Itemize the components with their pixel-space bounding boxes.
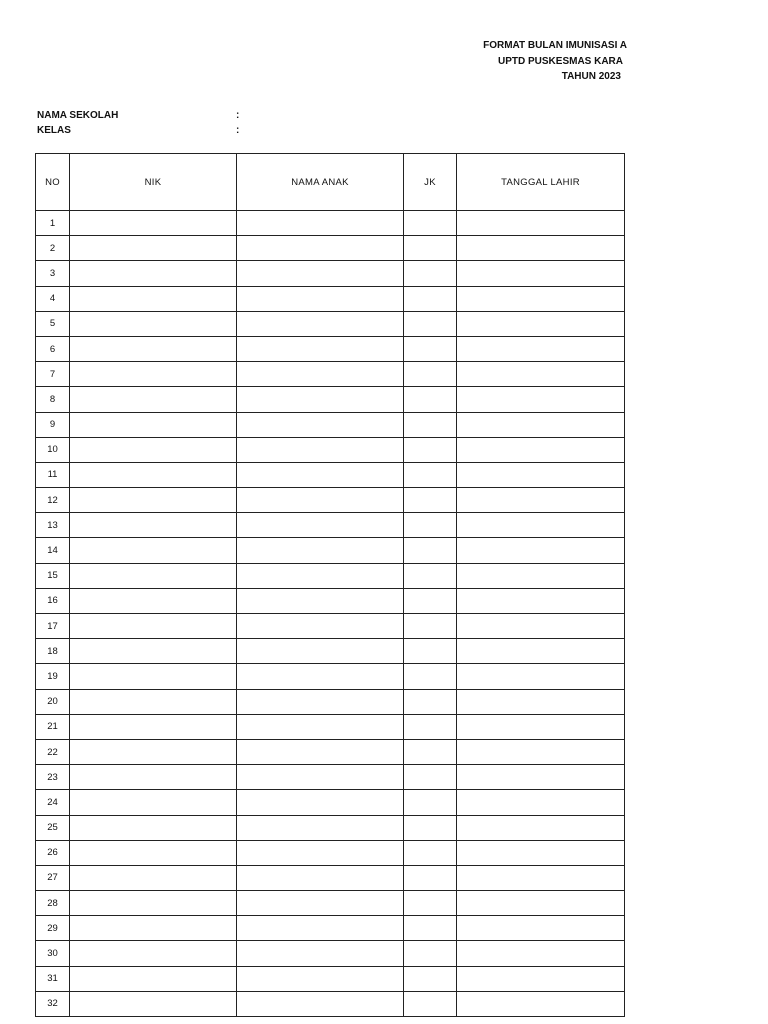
- cell-jk[interactable]: [404, 513, 457, 538]
- cell-nik[interactable]: [70, 639, 237, 664]
- cell-jk[interactable]: [404, 790, 457, 815]
- cell-no: 13: [36, 513, 70, 538]
- cell-nik[interactable]: [70, 236, 237, 261]
- table-row: [36, 790, 625, 815]
- header-puskesmas-line: UPTD PUSKESMAS KARA: [497, 55, 623, 67]
- cell-tanggal-lahir[interactable]: [457, 563, 625, 588]
- cell-tanggal-lahir[interactable]: [457, 916, 625, 941]
- cell-no: 8: [36, 387, 70, 412]
- cell-no: 27: [36, 865, 70, 890]
- table-row: [36, 865, 625, 890]
- cell-jk[interactable]: [404, 614, 457, 639]
- table-row: [36, 840, 625, 865]
- cell-tanggal-lahir[interactable]: [457, 387, 625, 412]
- cell-nama-anak[interactable]: [237, 588, 404, 613]
- cell-nik[interactable]: [70, 387, 237, 412]
- cell-nama-anak[interactable]: [237, 261, 404, 286]
- cell-jk[interactable]: [404, 991, 457, 1016]
- cell-nama-anak[interactable]: [237, 714, 404, 739]
- cell-nik[interactable]: [70, 840, 237, 865]
- cell-nama-anak[interactable]: [237, 311, 404, 336]
- class-colon: :: [236, 125, 240, 136]
- school-name-field: [37, 109, 396, 123]
- cell-no: 6: [36, 336, 70, 361]
- cell-nama-anak[interactable]: [237, 664, 404, 689]
- cell-no: 23: [36, 765, 70, 790]
- cell-tanggal-lahir[interactable]: [457, 790, 625, 815]
- cell-jk[interactable]: [404, 714, 457, 739]
- cell-no: 16: [36, 588, 70, 613]
- table-row: [36, 412, 625, 437]
- cell-jk[interactable]: [404, 236, 457, 261]
- table-row: [36, 462, 625, 487]
- cell-no: 32: [36, 991, 70, 1016]
- cell-jk[interactable]: [404, 488, 457, 513]
- cell-no: 5: [36, 311, 70, 336]
- cell-nama-anak[interactable]: [237, 991, 404, 1016]
- cell-nama-anak[interactable]: [237, 790, 404, 815]
- cell-nama-anak[interactable]: [237, 689, 404, 714]
- cell-nik[interactable]: [70, 916, 237, 941]
- table-row: [36, 488, 625, 513]
- cell-jk[interactable]: [404, 412, 457, 437]
- cell-jk[interactable]: [404, 664, 457, 689]
- cell-jk[interactable]: [404, 336, 457, 361]
- column-header-nik: NIK: [70, 154, 237, 211]
- table-row: [36, 387, 625, 412]
- cell-nik[interactable]: [70, 664, 237, 689]
- cell-nik[interactable]: [70, 865, 237, 890]
- cell-jk[interactable]: [404, 941, 457, 966]
- table-row: [36, 815, 625, 840]
- cell-nama-anak[interactable]: [237, 941, 404, 966]
- cell-nik[interactable]: [70, 286, 237, 311]
- cell-nik[interactable]: [70, 966, 237, 991]
- table-row: [36, 739, 625, 764]
- cell-no: 22: [36, 739, 70, 764]
- cell-jk[interactable]: [404, 261, 457, 286]
- cell-tanggal-lahir[interactable]: [457, 639, 625, 664]
- cell-tanggal-lahir[interactable]: [457, 664, 625, 689]
- cell-jk[interactable]: [404, 311, 457, 336]
- cell-nik[interactable]: [70, 790, 237, 815]
- cell-jk[interactable]: [404, 387, 457, 412]
- column-header-nama-anak: NAMA ANAK: [237, 154, 404, 211]
- table-row: [36, 614, 625, 639]
- table-row: [36, 941, 625, 966]
- cell-jk[interactable]: [404, 639, 457, 664]
- table-row: [36, 664, 625, 689]
- class-label: KELAS: [37, 125, 71, 136]
- cell-nik[interactable]: [70, 462, 237, 487]
- cell-nama-anak[interactable]: [237, 236, 404, 261]
- cell-tanggal-lahir[interactable]: [457, 311, 625, 336]
- cell-tanggal-lahir[interactable]: [457, 739, 625, 764]
- cell-tanggal-lahir[interactable]: [457, 865, 625, 890]
- cell-nik[interactable]: [70, 739, 237, 764]
- cell-nama-anak[interactable]: [237, 765, 404, 790]
- cell-nik[interactable]: [70, 891, 237, 916]
- table-row: [36, 639, 625, 664]
- table-row: [36, 362, 625, 387]
- table-row: [36, 966, 625, 991]
- cell-no: 31: [36, 966, 70, 991]
- cell-nama-anak[interactable]: [237, 563, 404, 588]
- table-row: [36, 261, 625, 286]
- cell-nik[interactable]: [70, 211, 237, 236]
- cell-no: 21: [36, 714, 70, 739]
- cell-tanggal-lahir[interactable]: [457, 966, 625, 991]
- cell-nama-anak[interactable]: [237, 488, 404, 513]
- cell-tanggal-lahir[interactable]: [457, 286, 625, 311]
- cell-tanggal-lahir[interactable]: [457, 362, 625, 387]
- cell-no: 11: [36, 462, 70, 487]
- cell-jk[interactable]: [404, 916, 457, 941]
- cell-no: 30: [36, 941, 70, 966]
- cell-jk[interactable]: [404, 538, 457, 563]
- table-body: [36, 211, 625, 1017]
- table-row: [36, 286, 625, 311]
- cell-tanggal-lahir[interactable]: [457, 412, 625, 437]
- school-name-colon: :: [236, 110, 240, 121]
- cell-tanggal-lahir[interactable]: [457, 236, 625, 261]
- cell-tanggal-lahir[interactable]: [457, 941, 625, 966]
- table-row: [36, 689, 625, 714]
- cell-no: 18: [36, 639, 70, 664]
- cell-jk[interactable]: [404, 891, 457, 916]
- cell-no: 26: [36, 840, 70, 865]
- cell-tanggal-lahir[interactable]: [457, 462, 625, 487]
- cell-jk[interactable]: [404, 865, 457, 890]
- cell-jk[interactable]: [404, 966, 457, 991]
- table-row: [36, 513, 625, 538]
- cell-tanggal-lahir[interactable]: [457, 614, 625, 639]
- cell-no: 7: [36, 362, 70, 387]
- class-field: [37, 124, 396, 138]
- table-row: [36, 236, 625, 261]
- cell-nik[interactable]: [70, 765, 237, 790]
- cell-no: 1: [36, 211, 70, 236]
- cell-no: 2: [36, 236, 70, 261]
- cell-no: 17: [36, 614, 70, 639]
- column-header-no: NO: [36, 154, 70, 211]
- cell-jk[interactable]: [404, 462, 457, 487]
- table-row: [36, 538, 625, 563]
- cell-nama-anak[interactable]: [237, 815, 404, 840]
- cell-nik[interactable]: [70, 563, 237, 588]
- table-row: [36, 991, 625, 1016]
- cell-nik[interactable]: [70, 538, 237, 563]
- cell-nama-anak[interactable]: [237, 891, 404, 916]
- table-row: [36, 563, 625, 588]
- cell-nama-anak[interactable]: [237, 966, 404, 991]
- cell-nama-anak[interactable]: [237, 513, 404, 538]
- header-title-line: FORMAT BULAN IMUNISASI A: [483, 40, 627, 51]
- cell-no: 28: [36, 891, 70, 916]
- cell-tanggal-lahir[interactable]: [457, 336, 625, 361]
- cell-tanggal-lahir[interactable]: [457, 765, 625, 790]
- cell-tanggal-lahir[interactable]: [457, 991, 625, 1016]
- cell-nik[interactable]: [70, 588, 237, 613]
- cell-jk[interactable]: [404, 563, 457, 588]
- cell-jk[interactable]: [404, 437, 457, 462]
- cell-jk[interactable]: [404, 689, 457, 714]
- cell-nama-anak[interactable]: [237, 286, 404, 311]
- column-header-tanggal-lahir: TANGGAL LAHIR: [457, 154, 625, 211]
- cell-nik[interactable]: [70, 261, 237, 286]
- cell-nik[interactable]: [70, 614, 237, 639]
- cell-tanggal-lahir[interactable]: [457, 891, 625, 916]
- cell-nik[interactable]: [70, 689, 237, 714]
- table-row: [36, 311, 625, 336]
- table-row: [36, 336, 625, 361]
- cell-nik[interactable]: [70, 336, 237, 361]
- table-row: [36, 916, 625, 941]
- cell-no: 4: [36, 286, 70, 311]
- cell-no: 29: [36, 916, 70, 941]
- cell-nik[interactable]: [70, 815, 237, 840]
- table-row: [36, 437, 625, 462]
- cell-nik[interactable]: [70, 488, 237, 513]
- cell-jk[interactable]: [404, 739, 457, 764]
- cell-nama-anak[interactable]: [237, 437, 404, 462]
- document-header: [0, 38, 627, 85]
- cell-no: 14: [36, 538, 70, 563]
- cell-no: 19: [36, 664, 70, 689]
- cell-nik[interactable]: [70, 714, 237, 739]
- table-row: [36, 211, 625, 236]
- table-row: [36, 891, 625, 916]
- cell-tanggal-lahir[interactable]: [457, 538, 625, 563]
- cell-nama-anak[interactable]: [237, 840, 404, 865]
- cell-tanggal-lahir[interactable]: [457, 437, 625, 462]
- cell-nama-anak[interactable]: [237, 387, 404, 412]
- cell-tanggal-lahir[interactable]: [457, 689, 625, 714]
- cell-jk[interactable]: [404, 765, 457, 790]
- table-header-row: [36, 154, 625, 211]
- cell-no: 9: [36, 412, 70, 437]
- cell-no: 24: [36, 790, 70, 815]
- cell-tanggal-lahir[interactable]: [457, 211, 625, 236]
- cell-nama-anak[interactable]: [237, 211, 404, 236]
- cell-nik[interactable]: [70, 311, 237, 336]
- cell-no: 25: [36, 815, 70, 840]
- cell-nama-anak[interactable]: [237, 739, 404, 764]
- cell-nama-anak[interactable]: [237, 412, 404, 437]
- school-name-label: NAMA SEKOLAH: [37, 110, 119, 121]
- cell-jk[interactable]: [404, 840, 457, 865]
- header-year-line: TAHUN 2023: [561, 71, 621, 82]
- cell-nama-anak[interactable]: [237, 462, 404, 487]
- cell-nik[interactable]: [70, 941, 237, 966]
- cell-jk[interactable]: [404, 211, 457, 236]
- cell-no: 20: [36, 689, 70, 714]
- cell-nama-anak[interactable]: [237, 614, 404, 639]
- cell-nama-anak[interactable]: [237, 336, 404, 361]
- cell-nik[interactable]: [70, 513, 237, 538]
- immunization-table: [35, 153, 625, 1017]
- cell-nik[interactable]: [70, 991, 237, 1016]
- cell-tanggal-lahir[interactable]: [457, 714, 625, 739]
- cell-jk[interactable]: [404, 815, 457, 840]
- cell-tanggal-lahir[interactable]: [457, 840, 625, 865]
- cell-jk[interactable]: [404, 588, 457, 613]
- cell-tanggal-lahir[interactable]: [457, 261, 625, 286]
- cell-nama-anak[interactable]: [237, 538, 404, 563]
- table-row: [36, 588, 625, 613]
- cell-jk[interactable]: [404, 286, 457, 311]
- cell-nama-anak[interactable]: [237, 362, 404, 387]
- cell-nama-anak[interactable]: [237, 865, 404, 890]
- cell-tanggal-lahir[interactable]: [457, 488, 625, 513]
- column-header-jk: JK: [404, 154, 457, 211]
- cell-no: 15: [36, 563, 70, 588]
- cell-tanggal-lahir[interactable]: [457, 588, 625, 613]
- cell-nama-anak[interactable]: [237, 916, 404, 941]
- cell-no: 3: [36, 261, 70, 286]
- cell-nama-anak[interactable]: [237, 639, 404, 664]
- table-row: [36, 714, 625, 739]
- cell-tanggal-lahir[interactable]: [457, 513, 625, 538]
- cell-nik[interactable]: [70, 437, 237, 462]
- cell-jk[interactable]: [404, 362, 457, 387]
- table-row: [36, 765, 625, 790]
- cell-nik[interactable]: [70, 412, 237, 437]
- cell-no: 10: [36, 437, 70, 462]
- cell-nik[interactable]: [70, 362, 237, 387]
- cell-no: 12: [36, 488, 70, 513]
- cell-tanggal-lahir[interactable]: [457, 815, 625, 840]
